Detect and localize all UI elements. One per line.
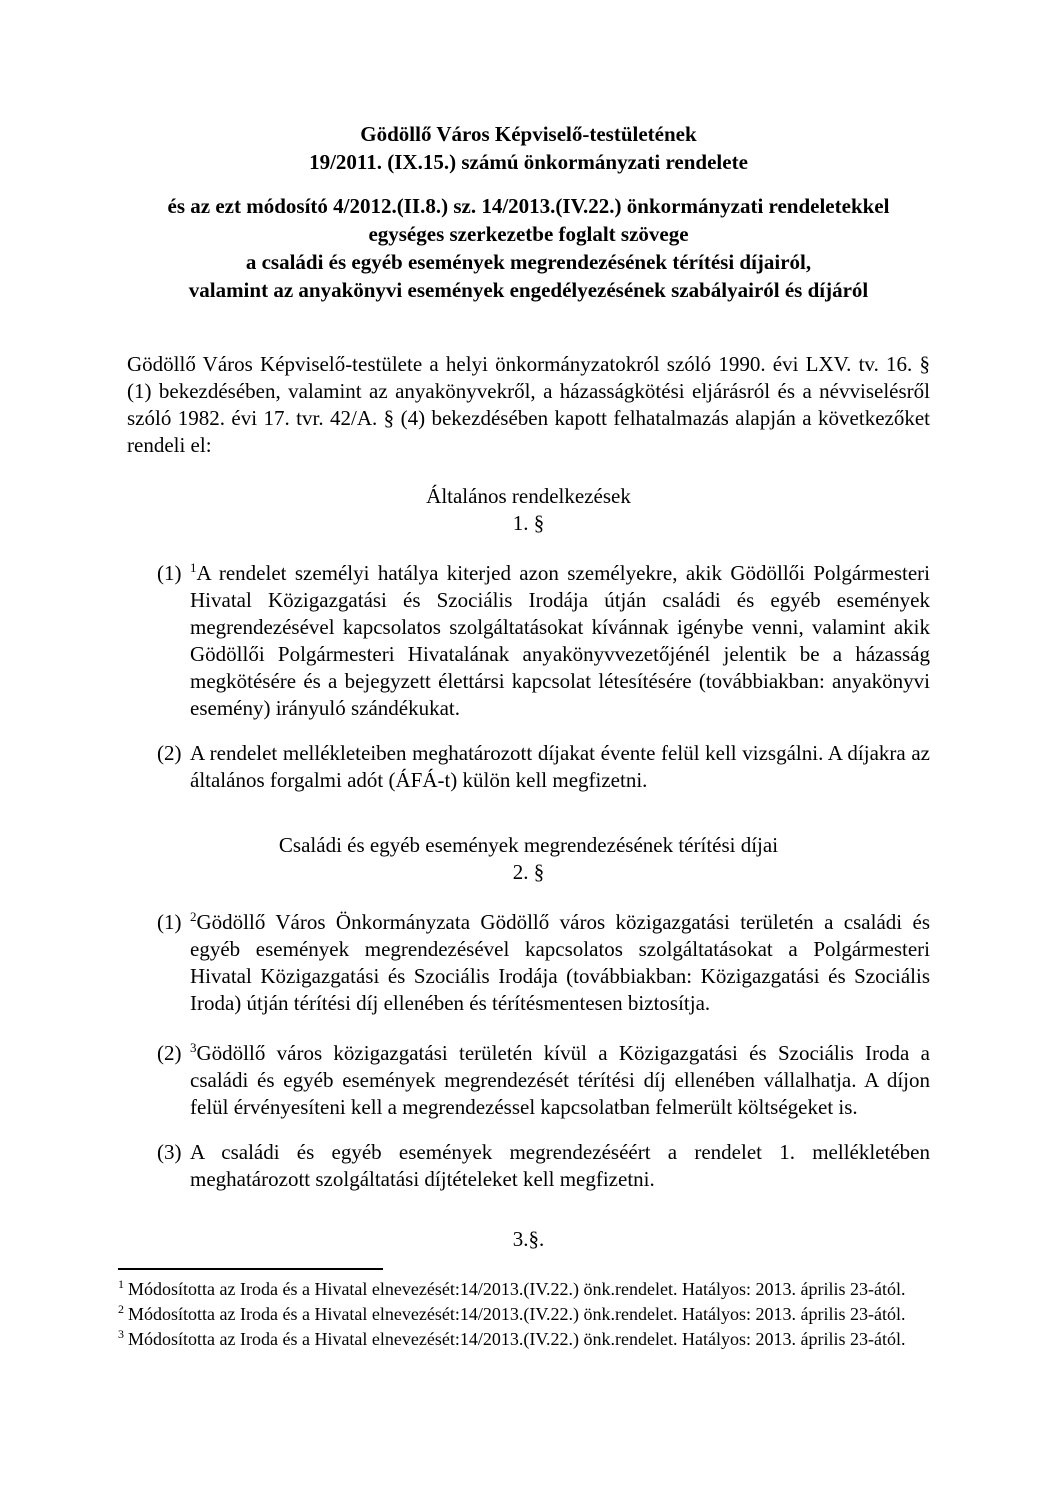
item-marker: (1) [157,561,182,585]
document-subtitle [127,192,930,304]
section2-item-3 [127,1139,930,1193]
document-title [127,120,930,176]
footnote-1 [118,1277,930,1302]
footnote-1-text: Módosította az Iroda és a Hivatal elnevezését:14/2013.(IV.22.) önk.rendelet. Hatályos: 2013. április 23-ától. [128,1279,906,1299]
preamble-paragraph: Gödöllő Város Képviselő-testülete a helyi önkormányzatokról szóló 1990. évi LXV. tv. 16. § (1) bekezdésében, valamint az anyakönyvekről, a házasságkötési eljárásról és a névviselésről szóló 1982. évi 17. tvr. 42/A. § (4) bekezdésében kapott felhatalmazás alapján a következőket rendeli el: [127,352,930,457]
section3-number: 3.§. [512,1227,545,1251]
footnote-3-text: Módosította az Iroda és a Hivatal elnevezését:14/2013.(IV.22.) önk.rendelet. Hatályos: 2013. április 23-ától. [128,1329,906,1349]
item-text: Gödöllő Város Önkormányzata Gödöllő város közigazgatási területén a családi és egyéb események megrendezésével kapcsolatos szolgáltatásokat a Polgármesteri Hivatal Közigazgatási és Szociális Irodája (továbbiakban: Közigazgatási és Szociális Iroda) útján térítési díj ellenében és térítésmentesen biztosítja. [190,910,930,1015]
item-marker: (1) [157,910,182,934]
section1-heading [127,483,930,537]
item-marker: (2) [157,1041,182,1065]
subtitle-line-1: és az ezt módosító 4/2012.(II.8.) sz. 14/2013.(IV.22.) önkormányzati rendeletekkel [167,194,890,218]
section2-number: 2. § [512,860,545,884]
section2-item-1 [127,909,930,1017]
subtitle-line-4: valamint az anyakönyvi események engedélyezésének szabályairól és díjáról [188,278,869,302]
section1-item-1 [127,560,930,722]
item-text: Gödöllő város közigazgatási területén kívül a Közigazgatási és Szociális Iroda a családi és egyéb események megrendezését térítési díj ellenében vállalhatja. A díjon felül érvényesíteni kell a megrendezéssel kapcsolatban felmerült költségeket is. [190,1041,930,1119]
item-marker: (3) [157,1140,182,1164]
subtitle-line-2: egységes szerkezetbe foglalt szövege [368,222,689,246]
item-marker: (2) [157,741,182,765]
section1-heading-text: Általános rendelkezések [426,484,631,508]
footnote-1-marker: 1 [118,1277,124,1291]
title-line-1: Gödöllő Város Képviselő-testületének [360,122,697,146]
footnote-3 [118,1327,930,1352]
footnote-separator-line [118,1268,383,1270]
footnote-2-text: Módosította az Iroda és a Hivatal elnevezését:14/2013.(IV.22.) önk.rendelet. Hatályos: 2013. április 23-ától. [128,1304,906,1324]
footnote-ref-1: 1 [190,560,197,575]
subtitle-line-3: a családi és egyéb események megrendezésének térítési díjairól, [245,250,812,274]
footnote-2-marker: 2 [118,1302,124,1316]
item-text: A családi és egyéb események megrendezéséért a rendelet 1. mellékletében meghatározott szolgáltatási díjtételeket kell megfizetni. [190,1140,930,1191]
section1-number: 1. § [512,511,545,535]
document-content [127,120,930,1253]
item-text: A rendelet mellékleteiben meghatározott díjakat évente felül kell vizsgálni. A díjakra az általános forgalmi adót (ÁFÁ-t) külön kell megfizetni. [190,741,930,792]
section1-item-2 [127,740,930,794]
footnote-3-marker: 3 [118,1327,124,1341]
footnote-2 [118,1302,930,1327]
section2-heading-text: Családi és egyéb események megrendezésének térítési díjai [278,833,779,857]
item-text: A rendelet személyi hatálya kiterjed azon személyekre, akik Gödöllői Polgármesteri Hivatal Közigazgatási és Szociális Irodája útján családi és egyéb események megrendezésével kapcsolatos szolgáltatásokat kívánnak igénybe venni, valamint akik Gödöllői Polgármesteri Hivatalának anyakönyvvezetőjénél jelentik be a házasság megkötésére és a bejegyzett élettársi kapcsolat létesítésére (továbbiakban: anyakönyvi esemény) irányuló szándékukat. [190,561,930,720]
title-line-2: 19/2011. (IX.15.) számú önkormányzati rendelete [309,150,748,174]
footnote-area [118,1268,930,1352]
footnote-ref-3: 3 [190,1040,197,1055]
section2-item-2 [127,1040,930,1121]
footnote-ref-2: 2 [190,909,197,924]
section2-heading [127,832,930,886]
